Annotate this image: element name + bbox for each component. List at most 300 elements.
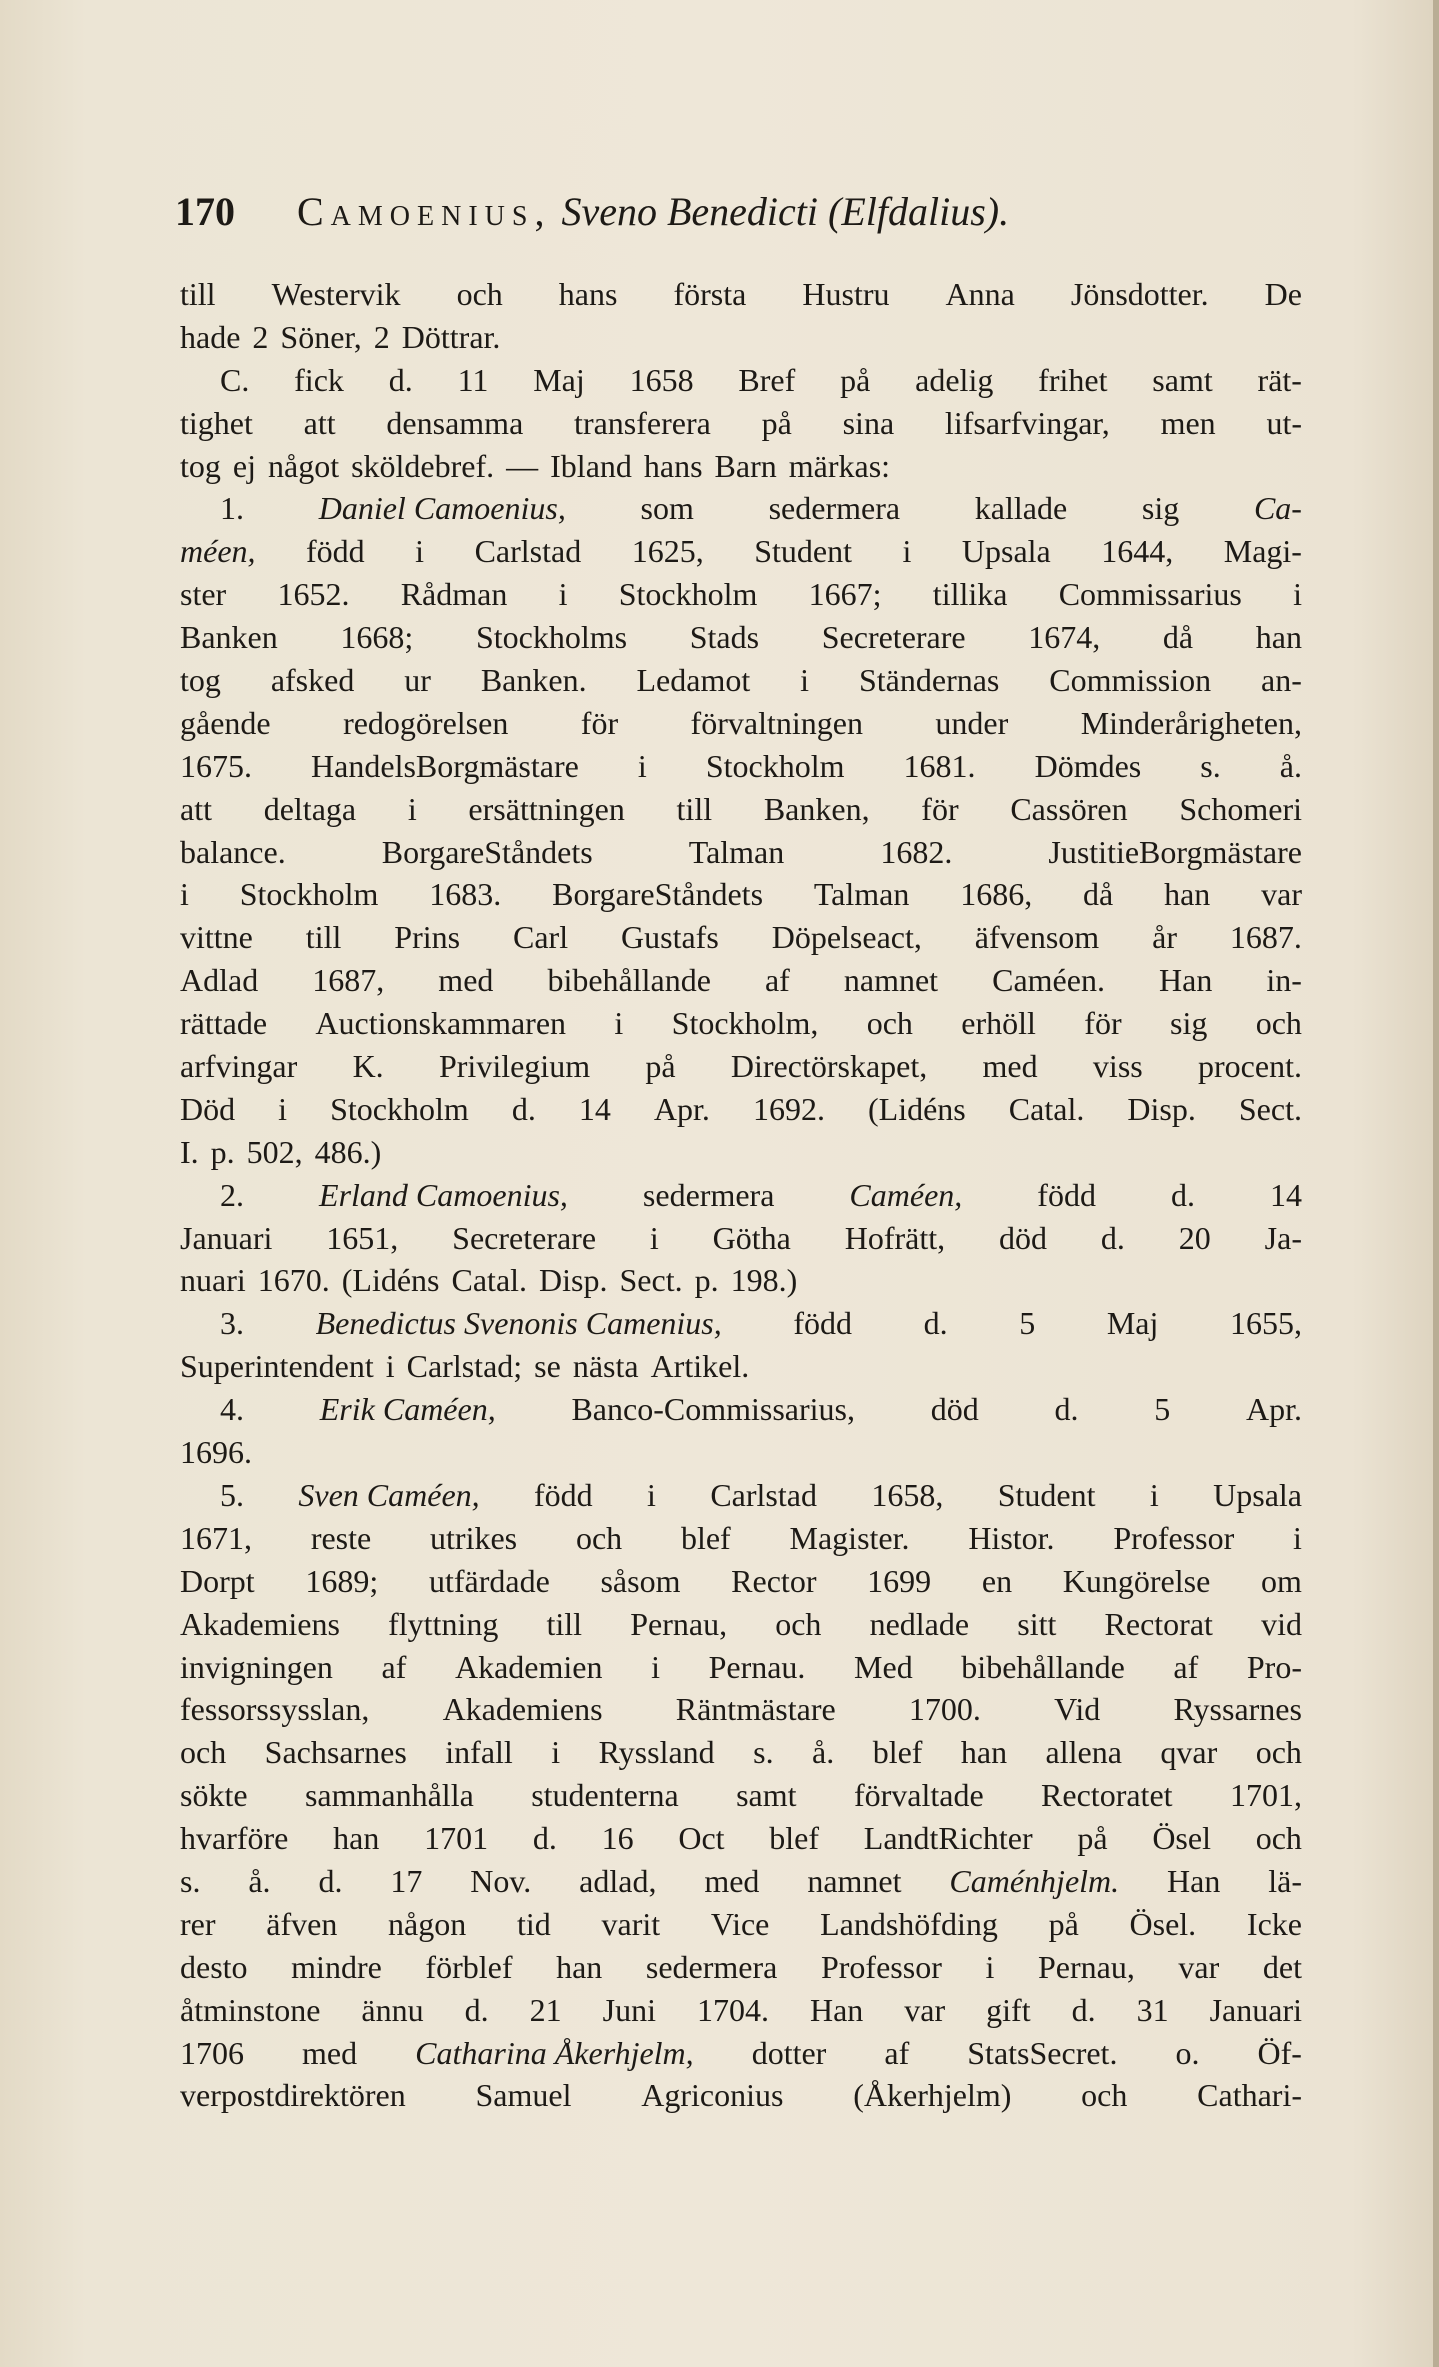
word: 1655, [1230,1305,1302,1342]
word: Directörskapet, [730,1048,928,1085]
word: i [558,576,568,613]
word: Magi- [1223,533,1302,570]
word: erhöll [961,1005,1036,1042]
word: Disp. [539,1262,608,1299]
word: till [305,919,342,956]
word: första [673,276,747,312]
word: i [800,662,810,699]
word: i [1293,576,1302,613]
word: 16 [601,1820,634,1857]
word: Carlstad; [406,1348,523,1385]
word: Rector [731,1562,817,1599]
word: 1681. [903,747,976,784]
word: och [575,1519,623,1556]
word: allena [1045,1734,1122,1771]
word: tillika [932,576,1008,613]
word: Catal. [451,1262,528,1299]
word: för [580,704,619,741]
word: och [1081,2077,1128,2114]
word: sig [1141,490,1180,527]
text-line [180,659,1302,702]
word: s. [1200,747,1221,784]
word: d. [923,1305,948,1342]
word: qvar [1160,1734,1218,1771]
word: på [1048,1905,1079,1942]
word: Carlstad [710,1476,817,1513]
text-line [180,1002,1302,1045]
word: Vid [1054,1691,1101,1728]
word: Adlad [180,962,259,999]
word: gående [180,704,271,741]
word: Histor. [968,1519,1055,1556]
word: och [866,1005,913,1042]
word: nedlade [869,1605,970,1642]
word: i [385,1348,395,1385]
word: adlad, [579,1862,657,1899]
text-line [180,788,1302,831]
word: ster [180,576,227,613]
word: som [640,490,694,527]
word: död [999,1219,1048,1256]
word: LandtRichter [863,1820,1033,1857]
word: utfärdade [428,1562,550,1599]
word: Nov. [470,1862,532,1899]
word: Icke [1246,1905,1302,1942]
word: procent. [1198,1048,1302,1085]
word: att [180,790,212,827]
word: Secreterare [821,619,966,656]
word: Student [997,1476,1096,1513]
text-line [180,702,1302,745]
word: Disp. [1127,1090,1196,1127]
word: i [651,1648,660,1685]
word: 2 [252,318,269,355]
word: Carlstad [474,533,582,570]
word: då [1162,619,1194,656]
page-edge [1433,0,1439,2367]
word: 486.) [314,1133,382,1170]
text-line [180,530,1302,573]
word: tighet [180,404,253,441]
word: p. [210,1133,235,1170]
word: 5 [1154,1391,1171,1428]
word: i [415,533,425,570]
word: varit [601,1905,661,1942]
word: BorgareStåndets [381,833,593,870]
word: på [1077,1820,1108,1857]
word: Stockholm [618,576,758,613]
word: Artikel. [650,1348,750,1385]
word: han [1164,876,1211,913]
word: i [649,1219,659,1256]
word: under [935,704,1009,741]
word: Samuel [475,2077,572,2114]
word: 1699 [867,1562,932,1599]
word: förvaltningen [690,704,863,741]
word: Erland Camoenius, [319,1176,568,1213]
word: på [840,361,871,398]
word: ut- [1266,404,1302,441]
word: Daniel Camoenius, [318,490,566,527]
word: han [960,1734,1008,1771]
word: och [1255,1005,1302,1042]
word: var [904,1991,946,2028]
word: s. [753,1734,774,1771]
word: var [1178,1948,1220,1985]
word: 1658 [629,361,694,398]
word: Kungörelse [1062,1562,1211,1599]
word: Prins [394,919,461,956]
word: lä- [1268,1862,1302,1899]
word: med [704,1862,760,1899]
word: rer [180,1905,216,1942]
word: K. [352,1048,384,1085]
word: af [381,1648,407,1685]
word: transferera [574,404,711,441]
word: 1706 [180,2034,244,2071]
word: död [930,1391,979,1428]
word: i [551,1734,561,1771]
word: år [1152,919,1177,956]
word: Apr. [653,1090,710,1127]
word: af [764,962,790,999]
word: Talman [688,833,785,870]
word: 1674, [1028,619,1101,656]
word: tid [516,1905,551,1942]
word: 1696. [180,1434,252,1471]
word: Schomeri [1179,790,1302,827]
word: Auctionskammaren [315,1005,567,1042]
word: något [267,447,340,484]
word: men [1160,404,1216,441]
word: gift [986,1991,1031,2028]
word: Commissarius [1058,576,1242,613]
text-line [180,1731,1302,1774]
word: (Lidéns [341,1262,440,1299]
word: hans [558,276,618,312]
word: Student [754,533,852,570]
word: 3. [220,1305,244,1342]
text-line [180,1217,1302,1260]
word: Stockholm [239,876,379,913]
word: kallade [974,490,1068,527]
word: född [534,1476,593,1513]
word: vittne [180,919,253,956]
word: De [1264,276,1302,312]
word: 4. [220,1391,244,1428]
word: 1675. [180,747,252,784]
word: flyttning [388,1605,499,1642]
word: för [921,790,959,827]
word: Superintendent [180,1348,374,1385]
word: ännu [361,1991,424,2028]
word: i [637,747,647,784]
text-line [180,1860,1302,1903]
word: 1687, [312,962,385,999]
word: hans [643,447,703,484]
text-line [180,359,1302,402]
word: fessorssysslan, [180,1691,370,1728]
word: han [333,1820,380,1857]
text-line [180,1989,1302,2032]
word: sina [842,404,895,441]
word: sig [1169,1005,1208,1042]
word: Westervik [271,276,401,312]
text-line [180,573,1302,616]
word: i [647,1476,656,1513]
word: s. [180,1862,201,1899]
text-line [180,1388,1302,1431]
word: för [1084,1005,1122,1042]
word: äfven [266,1905,338,1942]
word: rät- [1257,361,1302,398]
word: C. [220,361,250,398]
word: 1689; [305,1562,379,1599]
text-line [180,745,1302,788]
word: nuari [180,1262,246,1299]
word: 1683. [429,876,502,913]
word: i [1149,1476,1159,1513]
word: 1704. [696,1991,769,2028]
word: vid [1261,1605,1302,1642]
word: Caméen, [849,1176,963,1213]
text-line [180,1088,1302,1131]
word: 1625, [631,533,704,570]
word: HandelsBorgmästare [311,747,579,784]
text-line [180,831,1302,874]
text-line [180,616,1302,659]
text-line [180,1646,1302,1689]
word: till [180,276,216,312]
text-line [180,916,1302,959]
word: Bref [738,361,796,398]
word: 502, [246,1133,303,1170]
word: lifsarfvingar, [944,404,1110,441]
word: samt [1152,361,1213,398]
word: Professor [820,1948,942,1985]
word: samt [736,1777,797,1814]
text-line [180,2032,1302,2075]
text-line [180,1774,1302,1817]
word: méen, [180,533,256,570]
word: förblef [425,1948,513,1985]
word: 1658, [871,1476,944,1513]
word: an- [1261,662,1302,699]
word: Talman [813,876,910,913]
text-line [180,1817,1302,1860]
word: blef [680,1519,731,1556]
word: sedermera [645,1948,778,1985]
word: Stockholm, [671,1005,819,1042]
text-line [180,316,1302,359]
word: Pernau, [1037,1948,1135,1985]
word: d. [1071,1991,1096,2028]
word: å. [248,1862,271,1899]
word: Ryssland [598,1734,715,1771]
page-number: 170 [175,189,235,234]
word: Sven Caméen, [298,1476,480,1513]
word: Ständernas [858,662,1000,699]
word: I. [180,1133,199,1170]
word: utrikes [430,1519,518,1556]
word: Akademiens [180,1605,340,1642]
word: Commission [1049,662,1212,699]
word: Professor [1113,1519,1235,1556]
word: d. [318,1862,343,1899]
word: till [676,790,713,827]
word: han [1255,619,1302,656]
word: densamma [386,404,524,441]
word: 14 [1269,1176,1302,1213]
word: med [438,962,494,999]
word: Oct [678,1820,725,1857]
text-line [180,1174,1302,1217]
word: Götha [712,1219,791,1256]
word: förvaltade [853,1777,984,1814]
word: 31 [1136,1991,1169,2028]
text-line [180,1431,1302,1474]
word: d. [1100,1219,1125,1256]
word: 5. [220,1476,244,1513]
word: Januari [1209,1991,1302,2028]
word: 1667; [808,576,882,613]
text-line [180,1517,1302,1560]
word: Anna [945,276,1015,312]
word: Erik Caméen, [319,1391,496,1428]
word: sedermera [768,490,901,527]
word: 21 [529,1991,562,2028]
word: Söner, [280,318,362,355]
word: Rectoratet [1041,1777,1173,1814]
word: Ca- [1253,490,1302,527]
word: i [1293,1519,1302,1556]
word: i [902,533,912,570]
word: och [456,276,503,312]
word: ersättningen [468,790,625,827]
word: i [180,876,189,913]
text-line [180,1560,1302,1603]
word: Ösel [1152,1820,1211,1857]
word: och [1255,1734,1302,1771]
text-line [180,402,1302,445]
word: namnet [807,1862,902,1899]
word: sedermera [642,1176,775,1213]
word: 1687. [1229,919,1302,956]
word: se [534,1348,561,1385]
word: Rådman [400,576,508,613]
word: rättade [180,1005,268,1042]
word: och [775,1605,822,1642]
text-line [180,873,1302,916]
word: Ibland [550,447,632,484]
word: Han [1159,962,1213,999]
word: o. [1175,2034,1200,2071]
word: var [1261,876,1302,913]
word: Caméen. [992,962,1105,999]
word: mindre [291,1948,382,1985]
word: det [1262,1948,1302,1985]
word: Dorpt [180,1562,255,1599]
word: Gustafs [621,919,719,956]
word: (Åkerhjelm) [853,2077,1012,2114]
word: dotter [751,2034,827,2071]
word: på [645,1048,676,1085]
word: 2. [220,1176,244,1213]
word: 198.) [730,1262,798,1299]
word: d. [1170,1176,1195,1213]
word: (Lidéns [868,1090,966,1127]
word: — [506,447,539,484]
word: då [1083,876,1114,913]
word: d. [511,1090,536,1127]
word: Banken, [763,790,870,827]
word: Apr. [1245,1391,1302,1428]
word: Sect. [619,1262,683,1299]
word: sammanhålla [304,1777,474,1814]
word: redogörelsen [343,704,509,741]
word: märkas: [788,447,891,484]
word: Carl [513,919,569,956]
word: 1682. [880,833,953,870]
text-line [180,487,1302,530]
word: äfvensom [974,919,1100,956]
running-header [175,182,1295,242]
word: Cassören [1010,790,1128,827]
word: 11 [457,361,489,398]
word: af [884,2034,910,2071]
word: Stockholm [330,1090,469,1127]
word: Akademiens [442,1691,603,1728]
word: desto [180,1948,248,1985]
word: Maj [1106,1305,1159,1342]
text-line [180,1345,1302,1388]
word: Han [1167,1862,1221,1899]
word: Benedictus Svenonis Camenius, [315,1305,722,1342]
word: bibehållande [547,962,711,999]
word: hvarföre [180,1820,289,1857]
word: såsom [600,1562,681,1599]
word: med [302,2034,358,2071]
word: tog [180,447,221,484]
word: å. [1279,747,1302,784]
word: StatsSecret. [967,2034,1118,2071]
word: Sachsarnes [264,1734,407,1771]
word: till [546,1605,583,1642]
word: arfvingar [180,1048,298,1085]
text-line [180,1946,1302,1989]
word: Ryssarnes [1173,1691,1302,1728]
text-line [180,1603,1302,1646]
word: Ösel. [1129,1905,1197,1942]
word: Caménhjelm. [949,1862,1120,1899]
word: studenterna [531,1777,679,1814]
word: p. [694,1262,719,1299]
word: verpostdirektören [180,2077,406,2114]
word: Ja- [1264,1219,1302,1256]
word: blef [769,1820,820,1857]
word: invigningen [180,1648,333,1685]
word: född [1037,1176,1096,1213]
word: Rectorat [1104,1605,1213,1642]
word: d. [532,1820,557,1857]
word: Stockholm [705,747,845,784]
word: fick [294,361,344,398]
text-line [180,959,1302,1002]
word: d. [1054,1391,1079,1428]
word: på [761,404,792,441]
word: 1670. [257,1262,330,1299]
word: reste [310,1519,372,1556]
